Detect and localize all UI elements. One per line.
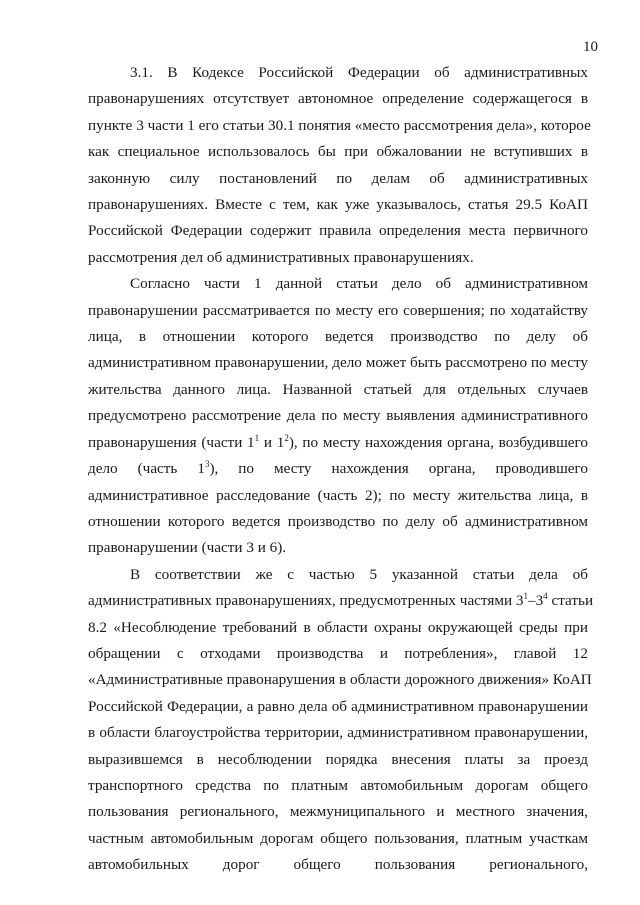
text-line: рассмотрения дел об административных правонарушениях.	[88, 248, 474, 266]
text-line: Согласно части 1 данной статьи дело об административном	[130, 275, 588, 293]
text-line: как специальное использовалось бы при обжаловании не вступивших в	[88, 143, 588, 161]
text-segment: ), по месту нахождения органа, возбудившего	[288, 433, 588, 451]
text-line: законную силу постановлений по делам об административных	[88, 169, 588, 187]
text-line: Российской Федерации, а равно дела об административном правонарушении	[88, 697, 588, 715]
text-line: жительства данного лица. Названной статьей для отдельных случаев	[88, 380, 588, 398]
superscript: 2	[284, 432, 289, 443]
text-line: пункте 3 части 1 его статьи 30.1 понятия «место рассмотрения дела», которое	[88, 116, 591, 134]
superscript: 1	[523, 591, 528, 602]
text-segment: статьи	[547, 592, 594, 610]
text-segment: правонарушения (части 1	[88, 433, 255, 451]
text-segment: дело (часть 1	[88, 460, 205, 478]
text-line	[88, 456, 588, 482]
text-segment: и 1	[259, 433, 285, 451]
text-line: пользования регионального, межмуниципального и местного значения,	[88, 803, 588, 821]
superscript: 1	[254, 432, 260, 443]
text-line: административном правонарушении, дело может быть рассмотрено по месту	[88, 354, 588, 372]
text-line: транспортного средства по платным автомобильным дорогам общего	[88, 776, 588, 794]
text-line: В соответствии же с частью 5 указанной статьи дела об	[130, 565, 588, 583]
text-line: административное расследование (часть 2); по месту жительства лица, в	[88, 486, 588, 504]
text-line: 3.1. В Кодексе Российской Федерации об административных	[130, 64, 588, 81]
text-segment: ), по месту нахождения органа, проводившего	[209, 460, 588, 478]
paragraph-3	[88, 562, 594, 879]
text-line: в области благоустройства территории, административном правонарушении,	[88, 724, 588, 742]
text-line: отношении которого ведется производство по делу об административном	[88, 512, 588, 530]
text-line: правонарушениях отсутствует автономное определение содержащегося в	[88, 90, 588, 108]
text-line: правонарушениях. Вместе с тем, как уже указывалось, статья 29.5 КоАП	[88, 196, 588, 214]
text-line: Российской Федерации содержит правила определения места первичного	[88, 222, 588, 240]
text-line	[88, 588, 594, 614]
paragraph-1	[88, 60, 591, 271]
text-line: правонарушении (части 3 и 6).	[88, 539, 287, 557]
text-line: «Административные правонарушения в области дорожного движения» КоАП	[88, 671, 592, 689]
page-number: 10	[583, 39, 598, 55]
text-line: лица, в отношении которого ведется производство по делу об	[88, 328, 588, 346]
text-segment: –3	[527, 592, 544, 610]
text-line: правонарушении рассматривается по месту его совершения; по ходатайству	[88, 301, 588, 319]
text-line: 8.2 «Несоблюдение требований в области охраны окружающей среды при	[88, 618, 588, 636]
text-segment: административных правонарушениях, предусмотренных частями 3	[88, 592, 524, 610]
paragraph-2	[88, 271, 588, 561]
text-line: выразившемся в несоблюдении порядка внесения платы за проезд	[88, 750, 588, 768]
superscript: 3	[204, 459, 210, 470]
text-line: автомобильных дорог общего пользования регионального,	[88, 856, 588, 874]
text-line	[88, 430, 588, 456]
superscript: 4	[543, 591, 548, 602]
text-line: обращении с отходами производства и потребления», главой 12	[88, 644, 588, 662]
document-body	[88, 60, 594, 879]
text-line: частным автомобильным дорогам общего пользования, платным участкам	[88, 829, 588, 847]
text-line: предусмотрено рассмотрение дела по месту выявления административного	[88, 407, 588, 425]
